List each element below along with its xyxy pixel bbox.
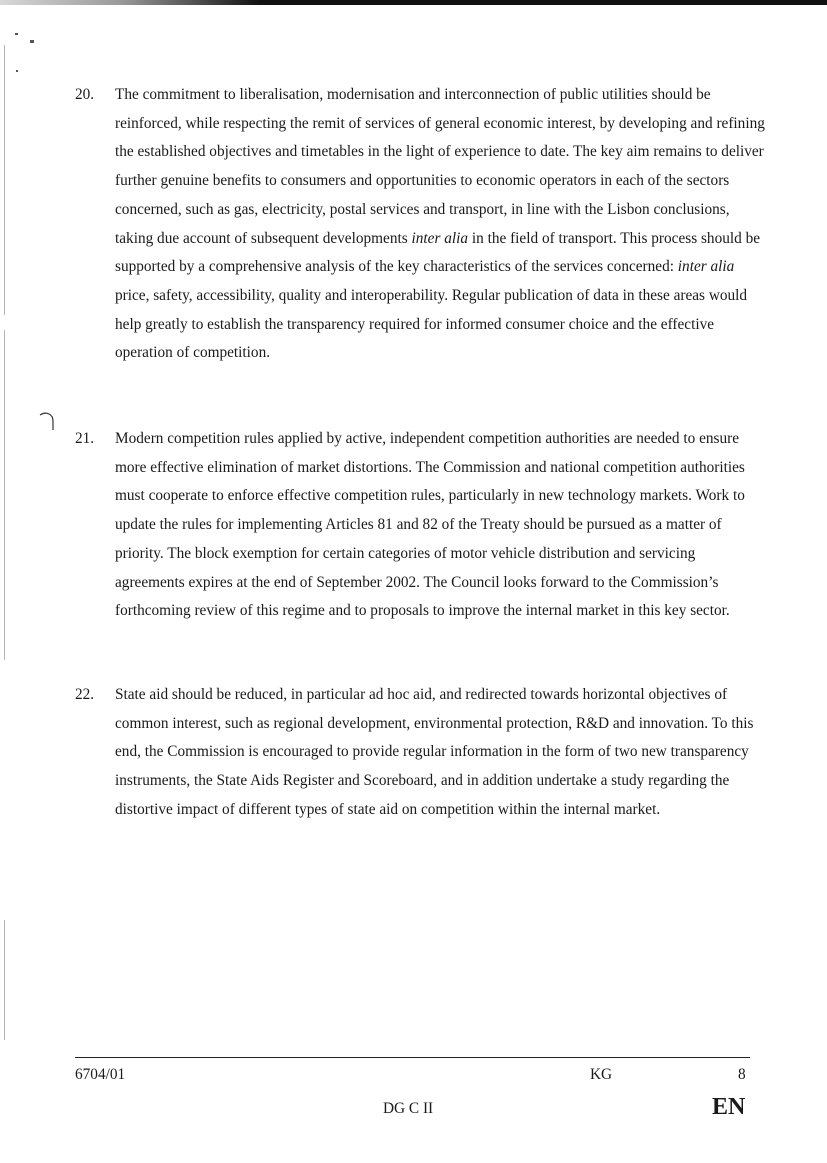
paragraph-text <box>115 681 765 825</box>
footer-page-number: 8 <box>738 1066 746 1083</box>
scan-speck <box>16 70 18 72</box>
footer-initials: KG <box>590 1066 613 1083</box>
italic-text-segment: inter alia <box>677 258 735 276</box>
paragraph-number: 20. <box>75 86 95 103</box>
paragraph-number: 22. <box>75 686 95 703</box>
text-segment: Modern competition rules applied by active, independent competition authorities are needed to ensure more effective elimination of market distortions. The Commission and national competition authorities must cooperate to enforce effective competition rules, particularly in new technology markets. Work to update the rules for implementing Articles 81 and 82 of the Treaty should be pursued as a matter of priority. The block exemption for certain categories of motor vehicle distribution and servicing agreements expires at the end of September 2002. The Council looks forward to the Commission’s forthcoming review of this regime and to proposals to improve the internal market in this key sector. <box>115 430 745 620</box>
text-segment: price, safety, accessibility, quality and interoperability. Regular publication of data in these areas would help greatly to establish the transparency required for informed consumer choice and the effective operation of competition. <box>115 286 748 362</box>
italic-text-segment: inter alia <box>411 229 469 247</box>
left-scan-line <box>4 920 5 1040</box>
paragraph-number: 21. <box>75 430 95 447</box>
paragraph-text <box>115 425 765 626</box>
margin-pen-mark <box>37 410 59 432</box>
paragraph-22 <box>75 681 765 825</box>
paragraph-text <box>115 81 765 368</box>
footer-rule <box>75 1057 750 1058</box>
left-scan-line <box>4 45 5 315</box>
paragraph-20 <box>75 81 765 368</box>
text-segment: State aid should be reduced, in particular ad hoc aid, and redirected towards horizontal objectives of common interest, such as regional development, environmental protection, R&D and innovation. To this end, the Commission is encouraged to provide regular information in the form of two new transparency instruments, the State Aids Register and Scoreboard, and in addition undertake a study regarding the distortive impact of different types of state aid on competition within the internal market. <box>115 686 754 818</box>
top-scan-border <box>0 0 827 5</box>
text-segment: in the field of transport. This process should be supported by a comprehensive analysis of the key characteristics of the services concerned: <box>115 229 761 276</box>
footer-language: EN <box>712 1094 746 1120</box>
footer-doc-ref: 6704/01 <box>75 1066 126 1083</box>
scan-speck <box>30 40 34 43</box>
left-scan-line <box>4 330 5 660</box>
footer-directorate: DG C II <box>383 1100 434 1117</box>
scan-speck <box>15 33 18 35</box>
text-segment: The commitment to liberalisation, modernisation and interconnection of public utilities should be reinforced, while respecting the remit of services of general economic interest, by developing and refining the established objectives and timetables in the light of experience to date. The key aim remains to deliver further genuine benefits to consumers and opportunities to economic operators in each of the sectors concerned, such as gas, electricity, postal services and transport, in line with the Lisbon conclusions, taking due account of subsequent developments <box>115 86 765 247</box>
paragraph-21 <box>75 425 765 626</box>
